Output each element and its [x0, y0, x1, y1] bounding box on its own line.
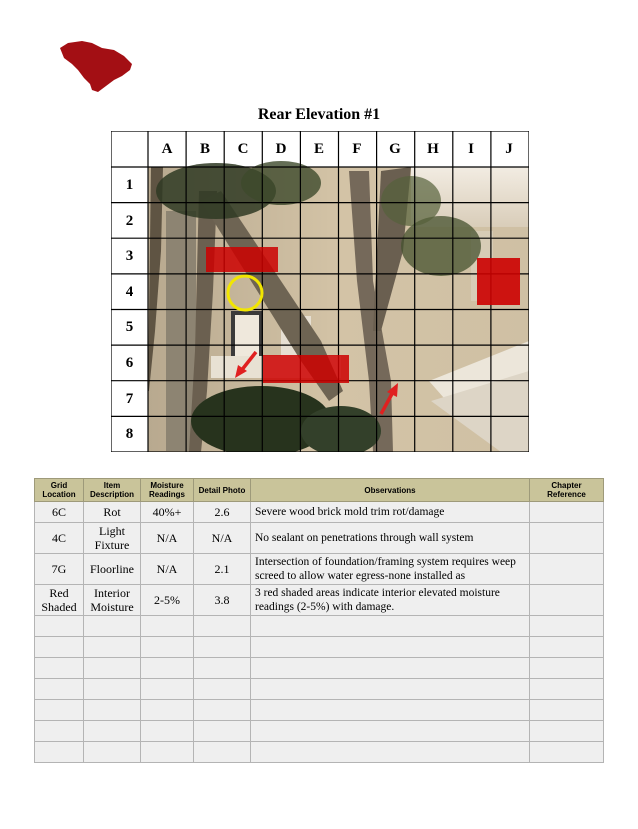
table-row-empty	[35, 658, 604, 679]
cell-grid: 6C	[35, 502, 84, 523]
cell-observation: No sealant on penetrations through wall system	[251, 523, 530, 554]
table-row	[35, 502, 604, 523]
cell-photo: 3.8	[194, 585, 251, 616]
col-header-grid-location: Grid Location	[35, 479, 84, 502]
grid-col-header: B	[199, 141, 210, 157]
cell-item: Interior Moisture	[84, 585, 141, 616]
grid-row-header: 4	[125, 284, 134, 300]
cell-observation: 3 red shaded areas indicate interior elevated moisture readings (2-5%) with damage.	[251, 585, 530, 616]
table-row-empty	[35, 700, 604, 721]
elevation-photo-grid	[111, 131, 529, 452]
grid-row-header: 1	[125, 177, 134, 193]
grid-row-header: 8	[125, 426, 134, 442]
table-header-row	[35, 479, 604, 502]
table-row-empty	[35, 637, 604, 658]
cell-grid: 7G	[35, 554, 84, 585]
cell-photo: N/A	[194, 523, 251, 554]
grid-col-header: I	[468, 141, 474, 157]
south-carolina-state-shape-icon	[58, 40, 134, 94]
cell-chapter	[530, 585, 604, 616]
cell-observation: Severe wood brick mold trim rot/damage	[251, 502, 530, 523]
cell-chapter	[530, 554, 604, 585]
table-row-empty	[35, 679, 604, 700]
observations-table	[34, 478, 604, 763]
cell-grid: Red Shaded	[35, 585, 84, 616]
grid-col-header: G	[389, 141, 401, 157]
grid-row-header: 7	[125, 391, 134, 407]
grid-col-header: H	[427, 141, 439, 157]
cell-moisture: N/A	[141, 554, 194, 585]
col-header-moisture-readings: Moisture Readings	[141, 479, 194, 502]
grid-col-header: D	[275, 141, 287, 157]
grid-col-header: A	[161, 141, 173, 157]
grid-row-header: 6	[125, 355, 134, 371]
cell-item: Light Fixture	[84, 523, 141, 554]
grid-row-header: 5	[125, 319, 134, 335]
cell-observation: Intersection of foundation/framing system requires weep screed to allow water egress-none installed as	[251, 554, 530, 585]
table-row-empty	[35, 616, 604, 637]
cell-item: Rot	[84, 502, 141, 523]
rear-elevation-photo	[111, 131, 529, 452]
cell-photo: 2.1	[194, 554, 251, 585]
cell-moisture: 2-5%	[141, 585, 194, 616]
cell-chapter	[530, 523, 604, 554]
grid-col-header: C	[237, 141, 249, 157]
cell-photo: 2.6	[194, 502, 251, 523]
cell-moisture: 40%+	[141, 502, 194, 523]
moisture-area-shade	[477, 258, 520, 305]
cell-chapter	[530, 502, 604, 523]
table-row	[35, 523, 604, 554]
col-header-observations: Observations	[251, 479, 530, 502]
table-row-empty	[35, 742, 604, 763]
grid-col-header: J	[505, 141, 513, 157]
cell-moisture: N/A	[141, 523, 194, 554]
cell-grid: 4C	[35, 523, 84, 554]
grid-row-header: 2	[125, 213, 134, 229]
page-title: Rear Elevation #1	[257, 106, 381, 123]
grid-row-header: 3	[125, 248, 134, 264]
moisture-area-shade	[206, 247, 278, 272]
moisture-area-shade	[263, 355, 349, 383]
table-row	[35, 554, 604, 585]
grid-col-header: F	[352, 141, 362, 157]
cell-item: Floorline	[84, 554, 141, 585]
col-header-item-description: Item Description	[84, 479, 141, 502]
table-row	[35, 585, 604, 616]
grid-col-header: E	[313, 141, 324, 157]
col-header-detail-photo: Detail Photo	[194, 479, 251, 502]
table-row-empty	[35, 721, 604, 742]
col-header-chapter-reference: Chapter Reference	[530, 479, 604, 502]
